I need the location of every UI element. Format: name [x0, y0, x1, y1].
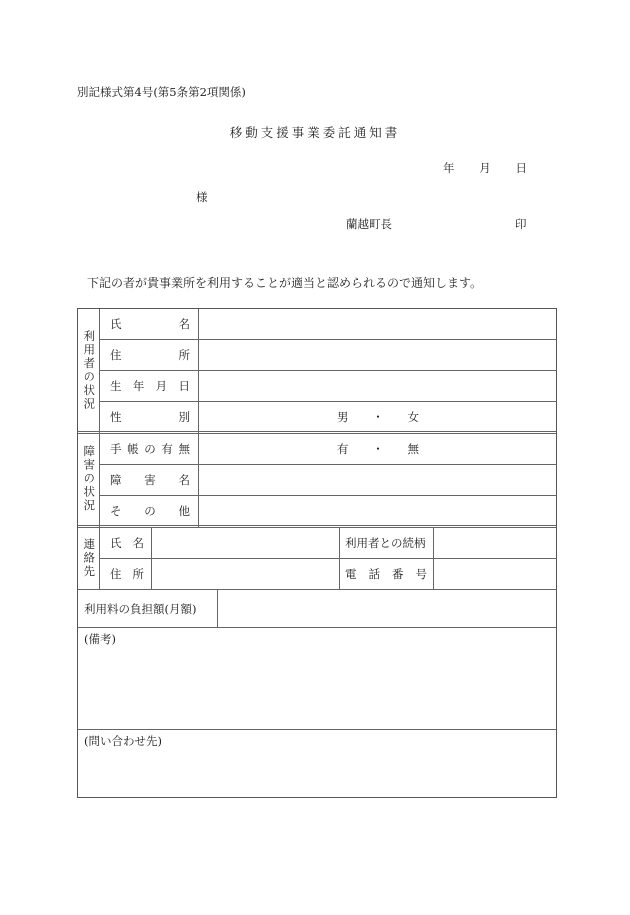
addressee-suffix: 様	[196, 190, 208, 204]
user-birthdate-label: 生 年 月 日	[110, 379, 190, 393]
sender: 蘭越町長	[346, 217, 392, 231]
user-name-label: 氏 名	[110, 317, 190, 331]
gender-choices: 男 ・ 女	[337, 409, 419, 424]
contact-address-label: 住 所	[110, 567, 144, 581]
contact-name-label: 氏 名	[110, 536, 144, 550]
date-day: 日	[515, 161, 527, 175]
gender-female[interactable]: 女	[407, 409, 419, 424]
fee-label: 利用料の負担額(月額)	[84, 601, 197, 616]
other-label: そ の 他	[110, 503, 190, 518]
handbook-yes[interactable]: 有	[337, 442, 349, 456]
seal-mark: 印	[515, 217, 527, 231]
user-address-label: 住 所	[110, 348, 190, 362]
date-year: 年	[443, 161, 455, 175]
document-title: 移動支援事業委託通知書	[229, 125, 401, 140]
relation-label: 利用者との続柄	[345, 536, 426, 550]
user-section-label: 利用者の状況	[82, 329, 97, 411]
disability-name-label: 障 害 名	[110, 473, 190, 487]
disability-section-label: 障害の状況	[82, 445, 97, 513]
handbook-no[interactable]: 無	[407, 442, 419, 456]
gender-male[interactable]: 男	[337, 409, 349, 424]
notice-table	[77, 308, 557, 798]
phone-label: 電 話 番 号	[345, 567, 427, 581]
date-month: 月	[479, 161, 491, 175]
handbook-choices: 有 ・ 無	[337, 442, 419, 456]
date-line	[443, 160, 527, 176]
remarks-label: (備考)	[84, 632, 116, 646]
handbook-label: 手 帳 の 有 無	[110, 442, 190, 456]
notice-text: 下記の者が貴事業所を利用することが適当と認められるので通知します。	[87, 276, 483, 290]
user-gender-label: 性 別	[110, 409, 190, 424]
inquiry-label: (問い合わせ先)	[84, 734, 162, 748]
contact-section-label: 連絡先	[82, 537, 97, 579]
form-id: 別記様式第4号(第5条第2項関係)	[77, 85, 246, 99]
